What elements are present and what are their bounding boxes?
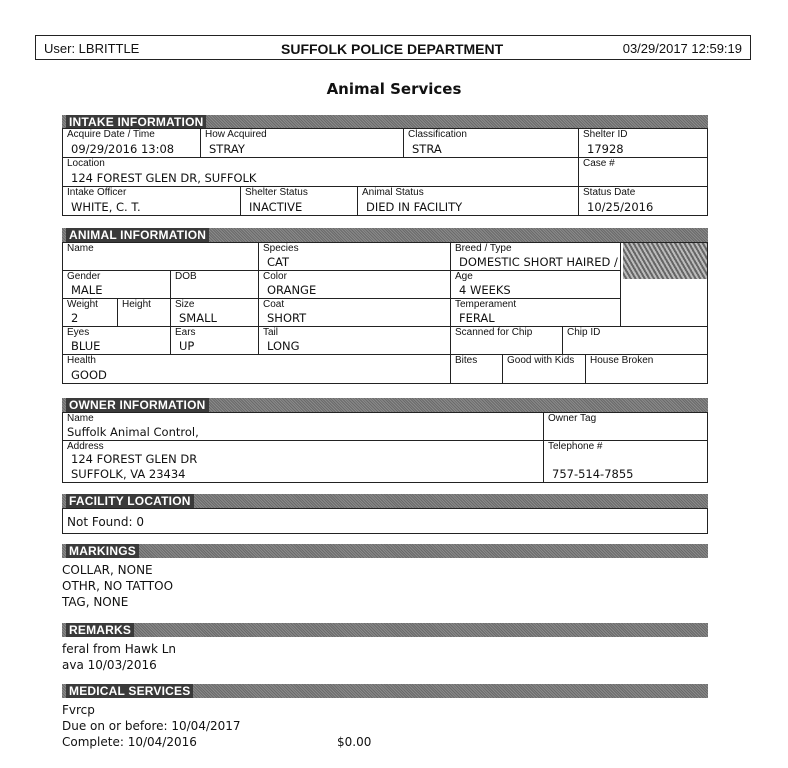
owner-section-header [62, 398, 708, 412]
how-acquired-field [200, 128, 404, 158]
field-value: BLUE [71, 339, 101, 353]
field-label: Owner Tag [548, 413, 597, 424]
status-date-field [578, 186, 708, 216]
field-label: Address [67, 441, 104, 452]
field-value: 09/29/2016 13:08 [71, 142, 175, 156]
ears-field [170, 326, 259, 355]
field-value: CAT [267, 255, 290, 269]
field-label: DOB [175, 271, 197, 282]
field-label: Name [67, 243, 94, 254]
address-line-1: 124 FOREST GLEN DR [71, 452, 198, 466]
field-label: Ears [175, 327, 196, 338]
good-with-kids-field [502, 354, 586, 384]
coat-field [258, 298, 451, 327]
field-label: Shelter Status [245, 187, 308, 198]
gender-field [62, 270, 171, 299]
field-value: UP [179, 339, 195, 353]
field-value: 757-514-7855 [552, 467, 634, 481]
remark-line: feral from Hawk Ln [62, 642, 177, 656]
field-value: INACTIVE [249, 200, 303, 214]
field-label: Animal Status [362, 187, 424, 198]
section-title: INTAKE INFORMATION [66, 115, 206, 129]
user-name: User: LBRITTLE [44, 41, 140, 56]
remark-line: ava 10/03/2016 [62, 658, 157, 672]
field-value: 17928 [587, 142, 624, 156]
facility-location-field [62, 508, 708, 534]
shelter-id-field [578, 128, 708, 158]
intake-section-header [62, 115, 708, 129]
field-label: Eyes [67, 327, 90, 338]
breed-field [450, 242, 621, 271]
field-value: DIED IN FACILITY [366, 200, 463, 214]
field-label: Bites [455, 355, 478, 366]
dob-field [170, 270, 259, 299]
medical-section-header [62, 684, 708, 698]
medical-cost: $0.00 [337, 735, 372, 749]
scanned-for-chip-field [450, 326, 563, 355]
field-label: Breed / Type [455, 243, 512, 254]
shelter-status-field [240, 186, 358, 216]
field-value: GOOD [71, 368, 107, 382]
field-label: Telephone # [548, 441, 603, 452]
section-title: FACILITY LOCATION [66, 494, 194, 508]
house-broken-field [585, 354, 708, 384]
owner-address-field [62, 440, 544, 483]
field-label: Gender [67, 271, 101, 282]
animal-photo-frame [620, 242, 708, 327]
field-value: WHITE, C. T. [71, 200, 141, 214]
field-label: Temperament [455, 299, 517, 310]
field-label: Good with Kids [507, 355, 575, 366]
field-label: Acquire Date / Time [67, 129, 155, 140]
field-value: Not Found: 0 [67, 515, 144, 529]
field-value: SHORT [267, 311, 307, 325]
field-label: Name [67, 413, 94, 424]
field-label: Chip ID [567, 327, 601, 338]
field-label: Height [122, 299, 151, 310]
section-title: MARKINGS [66, 544, 139, 558]
case-number-field [578, 157, 708, 187]
marking-line: COLLAR, NONE [62, 563, 153, 577]
field-value: Suffolk Animal Control, [67, 425, 199, 439]
intake-officer-field [62, 186, 241, 216]
field-label: Tail [263, 327, 279, 338]
species-field [258, 242, 451, 271]
animal-section-header [62, 228, 708, 242]
field-value: ORANGE [267, 283, 317, 297]
field-value: 124 FOREST GLEN DR, SUFFOLK [71, 171, 257, 185]
chip-id-field [562, 326, 708, 355]
address-line-2: SUFFOLK, VA 23434 [71, 467, 186, 481]
medical-complete-date: Complete: 10/04/2016 [62, 735, 197, 749]
field-label: Status Date [583, 187, 636, 198]
name-field [62, 242, 259, 271]
markings-section-header [62, 544, 708, 558]
weight-field [62, 298, 118, 327]
field-value: SMALL [179, 311, 217, 325]
animal-photo [623, 243, 707, 279]
age-field [450, 270, 621, 299]
section-title: OWNER INFORMATION [66, 398, 209, 412]
acquire-date-field [62, 128, 201, 158]
report-header [35, 35, 751, 60]
field-label: Location [67, 158, 105, 169]
field-label: House Broken [590, 355, 654, 366]
size-field [170, 298, 259, 327]
print-datetime: 03/29/2017 12:59:19 [622, 41, 742, 56]
field-value: DOMESTIC SHORT HAIRED / [459, 255, 618, 269]
owner-tag-field [543, 412, 708, 441]
marking-line: TAG, NONE [62, 595, 129, 609]
field-label: Color [263, 271, 287, 282]
field-label: Classification [408, 129, 467, 140]
field-label: Shelter ID [583, 129, 628, 140]
field-value: 10/25/2016 [587, 200, 654, 214]
section-title: ANIMAL INFORMATION [66, 228, 209, 242]
tail-field [258, 326, 451, 355]
field-value: 2 [71, 311, 79, 325]
marking-line: OTHR, NO TATTOO [62, 579, 174, 593]
medical-service: Fvrcp [62, 703, 95, 717]
field-label: Health [67, 355, 96, 366]
color-field [258, 270, 451, 299]
classification-field [403, 128, 579, 158]
section-title: MEDICAL SERVICES [66, 684, 193, 698]
field-value: MALE [71, 283, 103, 297]
field-label: Weight [67, 299, 98, 310]
facility-section-header [62, 494, 708, 508]
field-label: Age [455, 271, 473, 282]
field-value: LONG [267, 339, 300, 353]
department-name: SUFFOLK POLICE DEPARTMENT [281, 41, 504, 57]
telephone-field [543, 440, 708, 483]
field-label: How Acquired [205, 129, 267, 140]
eyes-field [62, 326, 171, 355]
location-field [62, 157, 579, 187]
field-label: Case # [583, 158, 615, 169]
field-label: Coat [263, 299, 285, 310]
temperament-field [450, 298, 621, 327]
medical-due-date: Due on or before: 10/04/2017 [62, 719, 241, 733]
owner-name-field [62, 412, 544, 441]
page-title: Animal Services [326, 80, 462, 98]
field-label: Intake Officer [67, 187, 127, 198]
field-value: STRAY [209, 142, 245, 156]
section-title: REMARKS [66, 623, 134, 637]
field-label: Species [263, 243, 299, 254]
animal-status-field [357, 186, 579, 216]
field-value: FERAL [459, 311, 495, 325]
field-label: Scanned for Chip [455, 327, 533, 338]
field-value: 4 WEEKS [459, 283, 511, 297]
bites-field [450, 354, 503, 384]
field-value: STRA [412, 142, 442, 156]
height-field [117, 298, 171, 327]
remarks-section-header [62, 623, 708, 637]
health-field [62, 354, 451, 384]
field-label: Size [175, 299, 195, 310]
